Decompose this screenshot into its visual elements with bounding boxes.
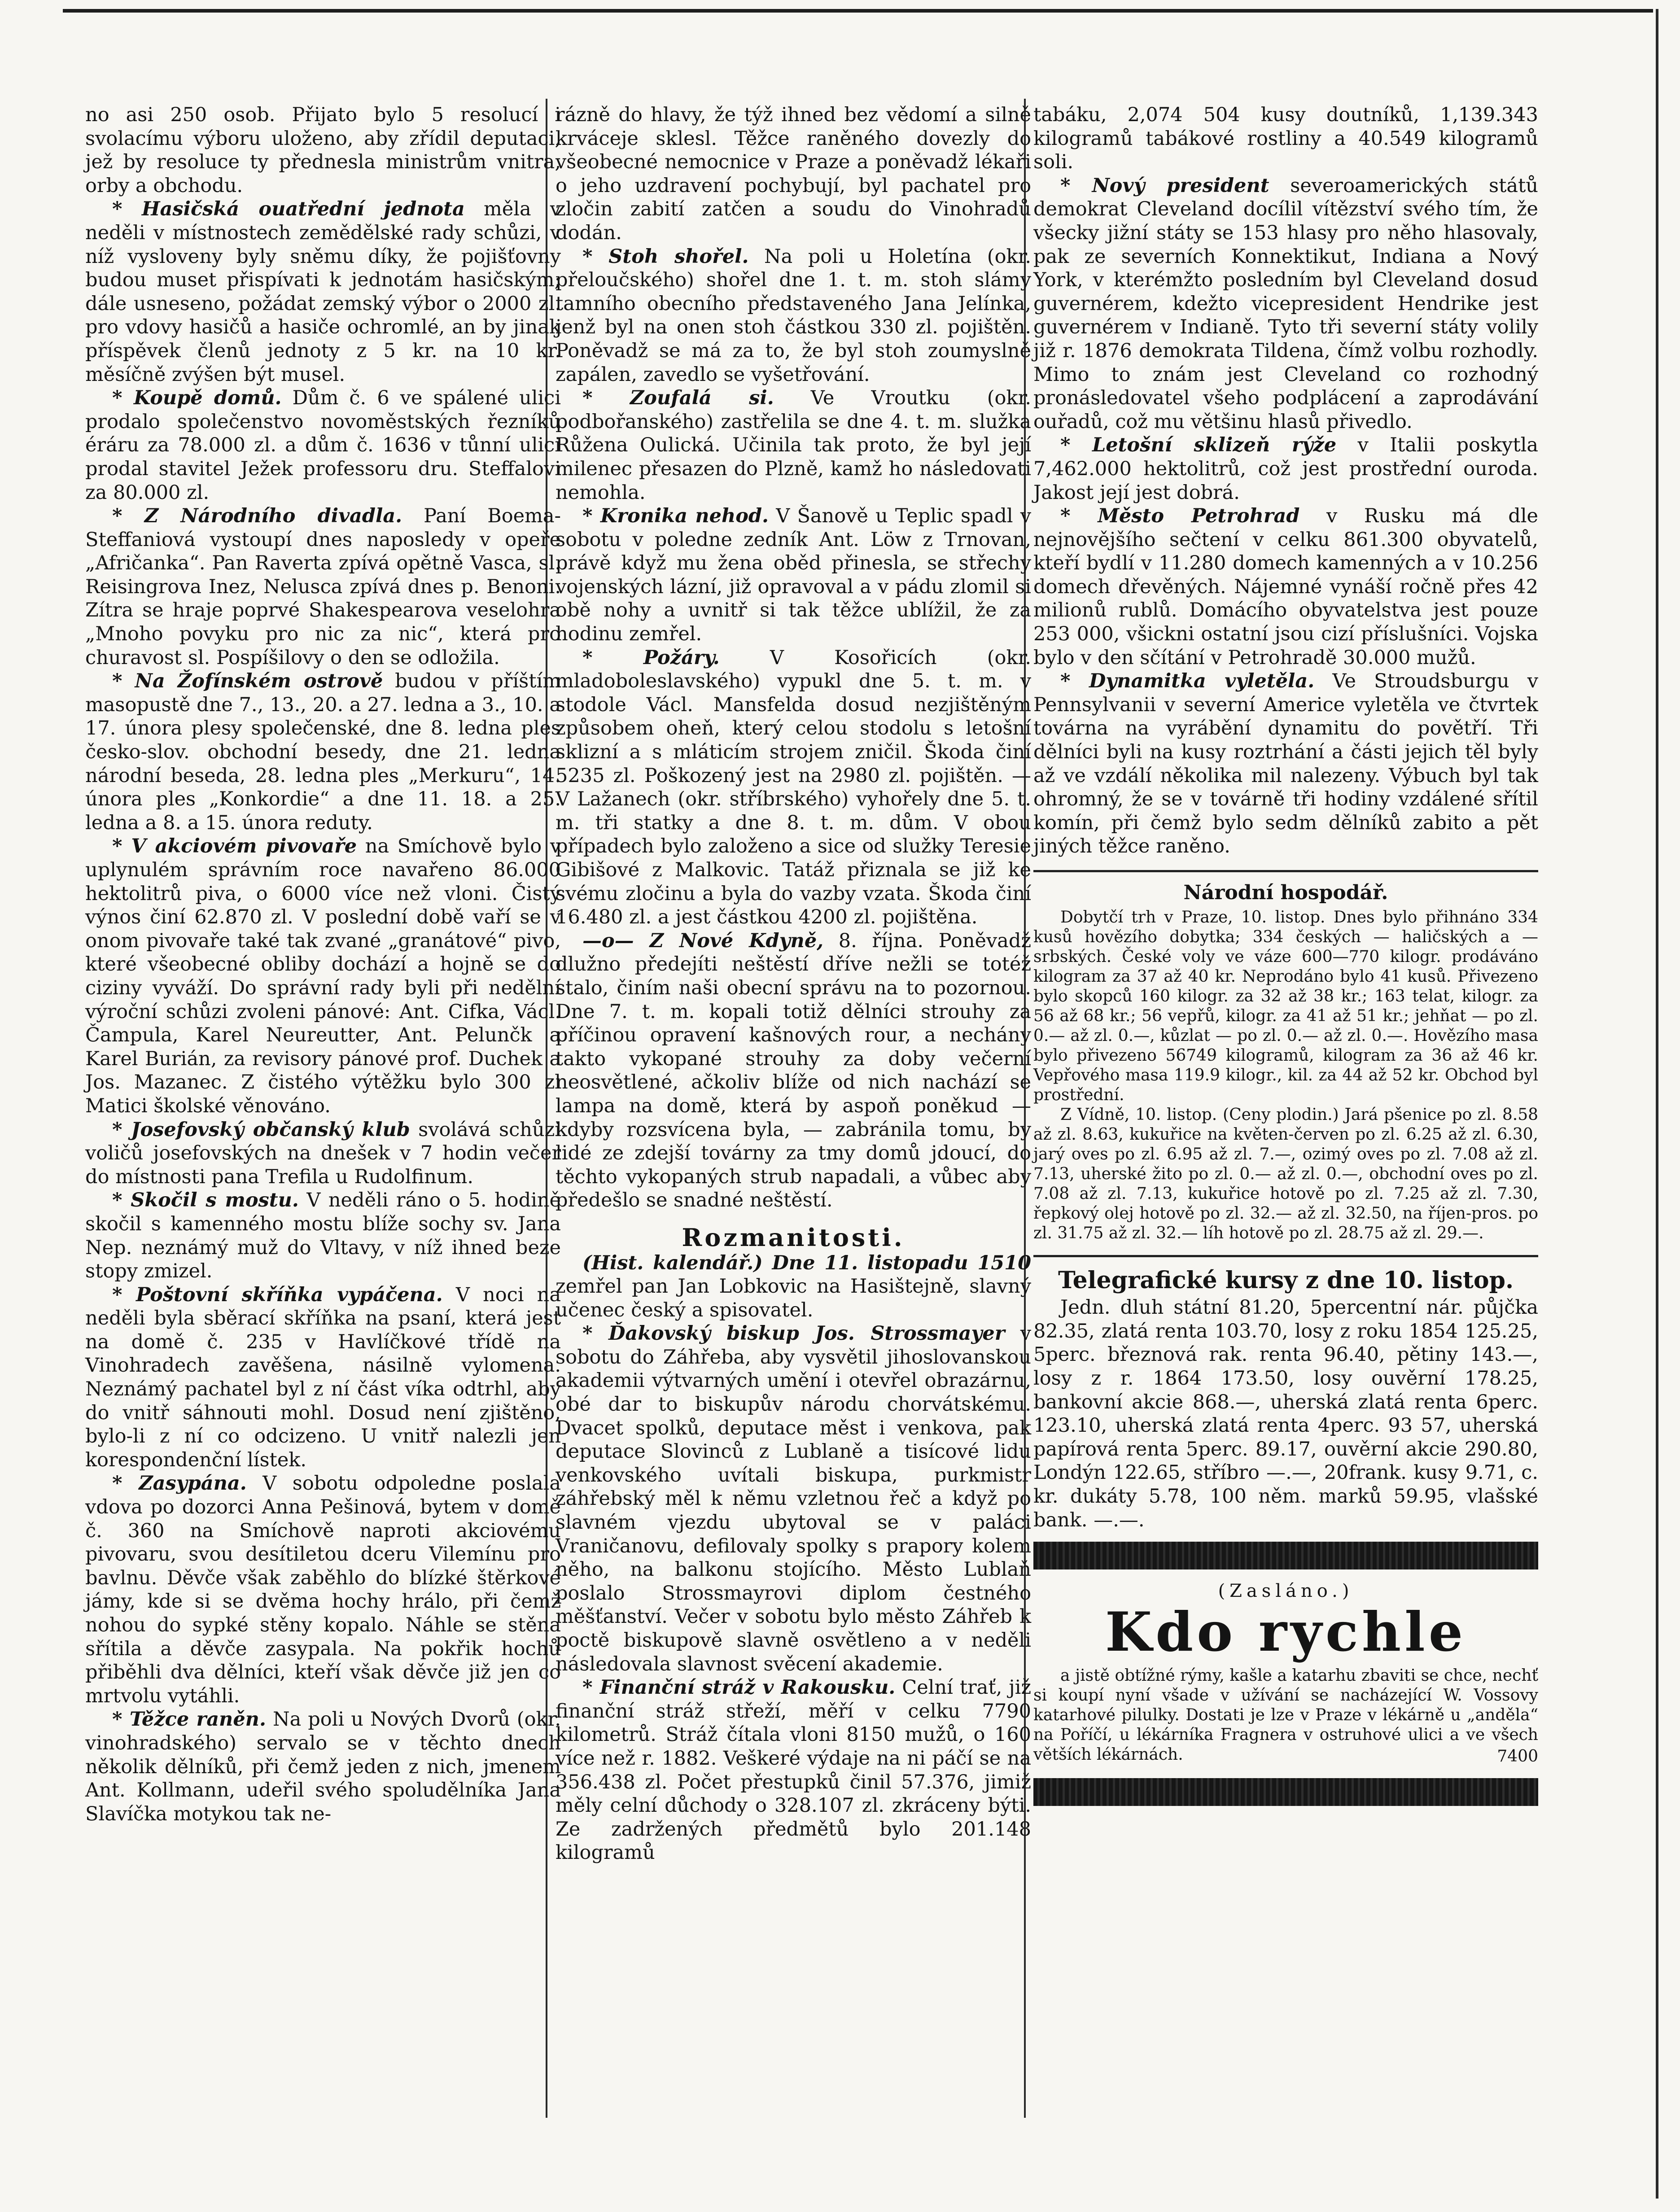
article-paragraph	[85, 835, 561, 1118]
article-lead: * Na Žofínském ostrově	[112, 670, 383, 693]
article-lead: * Nový president	[1060, 174, 1269, 197]
article-lead: * Zasypána.	[112, 1472, 247, 1495]
article-lead: (Hist. kalendář.) Dne 11. listopadu 1510	[582, 1251, 1031, 1274]
article-text: V Šanově u Teplic spadl v sobotu v poledne zedník Ant. Löw z Trnovan, právě když mu žena oběd přinesla, se střechy vojenských lázní, již opravoval a v pádu zlomil si obě nohy a uvnitř si tak těžce ublížil, že za hodinu zemřel.	[556, 505, 1031, 646]
article-paragraph	[556, 646, 1031, 929]
article-paragraph	[1033, 504, 1538, 669]
article-paragraph	[85, 1189, 561, 1283]
article-text: V sobotu odpoledne poslala vdova po dozorci Anna Pešinová, bytem v domě č. 360 na Smíchově naproti akciovému pivovaru, svou desítiletou dceru Vilemínu pro bavlnu. Děvče však zaběhlo do blízké štěrkové jámy, kde si se dvěma hochy hrálo, při čemž nohou do sypké stěny kopalo. Náhle se stěna sřítila a děvče zasypala. Na pokřik hochů přiběhli dva dělníci, kteří však děvče již jen co mrtvolu vytáhli.	[85, 1472, 561, 1707]
article-text: Na poli u Holetína (okr. přeloučského) shořel dne 1. t. m. stoh slámy tamního obecního představeného Jana Jelínka, jenž byl na onen stoh částkou 330 zl. pojištěn. Poněvadž se má za to, že byl stoh zoumyslně zapálen, zavedlo se vyšetřování.	[556, 245, 1032, 386]
section-heading: Rozmanitosti.	[682, 1223, 905, 1252]
article-lead: * Těžce raněn.	[112, 1708, 266, 1731]
article-text: Dům č. 6 ve spálené ulici prodalo společenstvo novoměstských řezníků éráru za 78.000 zl. a dům č. 1636 v tůnní ulici prodal stavitel Ježek professoru dru. Steffalovi za 80.000 zl.	[85, 387, 561, 504]
article-paragraph	[85, 669, 561, 835]
article-text: Paní Boema-Steffaniová vystoupí dnes naposledy v opeře „Afričanka“. Pan Raverta zpívá opětně Vasca, sl. Reisingrova Inez, Nelusca zpívá dnes p. Benoni. Zítra se hraje poprvé Shakespearova veselohra „Mnoho povyku pro nic za nic“, která pro churavost sl. Pospíšilovy o den se odložila.	[85, 505, 561, 669]
decorative-bar	[1033, 1778, 1538, 1806]
article-lead: * Stoh shořel.	[582, 245, 749, 268]
article-text: Ve Stroudsburgu v Pennsylvanii v severní Americe vyletěla ve čtvrtek továrna na vyrábění dynamitu do povětří. Tři dělníci byli na kusy roztrhání a části jejich těl byly až ve vzdálí několika mil nalezeny. Výbuch byl tak ohromný, že se v továrně tři hodiny vzdálené sřítil komín, při čemž bylo sedm dělníků zabito a pět jiných těžce raněno.	[1033, 670, 1538, 858]
article-text: severoamerických států demokrat Cleveland docílil vítězství svého tím, že všecky jižní státy se 153 hlasy pro něho hlasovaly, pak ze severních Konnektikut, Indiana a Nový York, v kterémžto posledním byl Cleveland dosud guvernérem, kdežto vicepresident Hendrike jest guvernérem v Indianě. Tyto tři severní státy volily již r. 1876 demokrata Tildena, čímž volbu rozhodly. Mimo to znám jest Cleveland co rozhodný pronásledovatel všeho podplácení a zaprodávání ouřadů, což mu většinu hlasů přivedlo.	[1033, 174, 1538, 433]
article-lead: —o— Z Nové Kdyně,	[582, 929, 824, 952]
top-border-line	[63, 9, 1653, 13]
article-lead: * Kronika nehod.	[582, 505, 769, 528]
column-2	[556, 103, 1031, 1865]
article-text: Na poli u Nových Dvorů (okr. vinohradského) servalo se v těchto dnech několik dělníků, při čemž jeden z nich, jmenem Ant. Kollmann, udeřil svého spoludělníka Jana Slavíčka motykou tak ne-	[85, 1708, 561, 1825]
article-lead: * Požáry.	[582, 646, 720, 669]
article-paragraph	[1033, 669, 1538, 858]
article-text: V noci na neděli byla sběrací skříňka na psaní, která jest na domě č. 235 v Havlíčkové třídě na Vinohradech zavěšena, násilně vylomena. Neznámý pachatel byl z ní část víka odtrhl, aby do vnitř sáhnouti mohl. Dosud není zjištěno, bylo-li z ní co odcizeno. U vnitř nalezli jen korespondenční lístek.	[85, 1283, 561, 1471]
article-text: zemřel pan Jan Lobkovic na Hasištejně, slavný učenec český a spisovatel.	[556, 1275, 1031, 1321]
article-lead: * Letošní sklizeň rýže	[1060, 434, 1337, 457]
article-lead: * Zoufalá si.	[582, 387, 774, 410]
article-paragraph	[556, 245, 1031, 387]
article-paragraph	[1033, 174, 1538, 434]
column-3	[1033, 103, 1538, 1816]
article-text: Ve Vroutku (okr. podbořanského) zastřelila se dne 4. t. m. služka Růžena Oulická. Učinila tak proto, že byl její milenec přesazen do Plzně, kamž ho následovati nemohla.	[556, 387, 1031, 504]
article-paragraph	[556, 1676, 1031, 1865]
article-lead: * Josefovský občanský klub	[112, 1118, 410, 1141]
article-text: v sobotu do Záhřeba, aby vysvětil jihoslovanskou akademii výtvarných umění i otevřel obrazárnu, obé dar to biskupův národu chorvátskému. Dvacet spolků, deputace měst i venkova, pak deputace Slovinců z Lublaně a tisícové lidu venkovského uvítali biskupa, purkmistr záhřebský měl k němu vzletnou řeč a když po slavném vjezdu ubytoval se v paláci Vraničanovu, defilovaly spolky s prapory kolem něho, na balkonu stojícího. Město Lublaň poslalo Strossmayrovi diplom čestného měšťanství. Večer v sobotu bylo město Záhřeb k poctě biskupově slavně osvětleno a v neděli následovala slavnost svěcení akademie.	[556, 1322, 1031, 1675]
article-text: svolává schůzi voličů josefovských na dnešek v 7 hodin večer do místnosti pana Trefila u Rudolfinum.	[85, 1118, 561, 1188]
article-lead: * Hasičská ouatřední jednota	[112, 198, 465, 221]
advert-label: (Zasláno.)	[1218, 1581, 1354, 1602]
article-text: 8. října. Poněvadž dlužno předejíti neštěstí dříve nežli se totéž stalo, činím naši obecní správu na to pozornou. Dne 7. t. m. kopali totiž dělníci strouhy za příčinou opravení kašnových rour, a nechány takto vykopané strouhy za doby večerní neosvětlené, ačkoliv blíže od nich nachází se lampa na domě, která by aspoň poněkud — kdyby rozsvícena byla, — zabránila tomu, by lidé ze zdejší továrny za tmy domů jdoucí, do těchto vykopaných strub napadali, a vůbec aby předešlo se snadné neštěstí.	[556, 929, 1031, 1212]
article-lead: * Město Petrohrad	[1060, 505, 1300, 528]
article-text: V neděli ráno o 5. hodině skočil s kamenného mostu blíže sochy sv. Jana Nep. neznámý muž do Vltavy, v níž ihned beze stopy zmizel.	[85, 1189, 561, 1283]
article-paragraph	[85, 1118, 561, 1189]
article-paragraph	[556, 929, 1031, 1212]
article-paragraph: tabáku, 2,074 504 kusy doutníků, 1,139.343 kilogramů tabákové rostliny a 40.549 kilogramů soli.	[1033, 104, 1538, 174]
article-lead: * Koupě domů.	[112, 387, 282, 410]
article-paragraph	[556, 1251, 1031, 1322]
article-lead: * Poštovní skříňka vypáčena.	[112, 1283, 443, 1306]
horizontal-rule	[1033, 870, 1538, 872]
horizontal-rule	[1033, 1255, 1538, 1257]
telegraph-heading: Telegrafické kursy z dne 10. listop.	[1058, 1266, 1514, 1294]
article-text: měla v neděli v místnostech zemědělské rady schůzi, v níž vysloveny byly sněmu díky, že pojišťovny budou muset přispívati k jednotám hasičským; dále usneseno, požádat zemský výbor o 2000 zl. pro vdovy hasičů a hasiče ochromlé, an by jinak příspěvek členů jednoty z 5 kr. na 10 kr. měsíčně zvýšen být musel.	[85, 198, 561, 386]
article-paragraph	[556, 386, 1031, 504]
article-text: Celní trať, již finanční stráž střeží, měří v celku 7790 kilometrů. Stráž čítala vloni 8150 mužů, o 160 více než r. 1882. Veškeré výdaje na ni páčí se na 356.438 zl. Počet přestupků činil 57.376, jimiž měly celní důchody o 328.107 zl. zkráceny býti. Ze zadržených předmětů bylo 201.148 kilogramů	[556, 1676, 1032, 1864]
article-lead: * Ďakovský biskup Jos. Strossmayer	[582, 1322, 1005, 1345]
article-paragraph	[85, 1472, 561, 1708]
article-paragraph	[85, 1283, 561, 1472]
article-lead: * V akciovém pivovaře	[112, 835, 357, 858]
article-paragraph: no asi 250 osob. Přijato bylo 5 resolucí i svolacímu výboru uloženo, aby zřídil deputaci, jež by resoluce ty přednesla ministrům vnitra, orby a obchodu.	[85, 104, 561, 197]
article-text: na Smíchově bylo v uplynulém správním roce navařeno 86.000 hektolitrů piva, o 6000 více než vloni. Čistý výnos činí 62.870 zl. V poslední době vaří se v onom pivovaře také tak zvané „granátové“ pivo, které všeobecné obliby dochází a hojně se do ciziny vyváží. Do správní rady byli při nedělní výroční schůzi zvoleni pánové: Ant. Cifka, Václ. Čampula, Karel Neureutter, Ant. Pelunčk a Karel Burián, za revisory pánové prof. Duchek a Jos. Mazanec. Z čistého výtěžku bylo 300 zl Matici školské věnováno.	[85, 835, 561, 1117]
article-text: V Kosořicích (okr. mladoboleslavského) vypukl dne 5. t. m. v stodole Václ. Mansfelda dosud nezjištěným způsobem oheň, který celou stodolu s letošní sklizní a s mláticím strojem zničil. Škoda činí 5235 zl. Poškozený jest na 2980 zl. pojištěn. — V Lažanech (okr. stříbrského) vyhořely dne 5. t. m. tři statky a dne 8. t. m. dům. V obou případech bylo založeno a sice od služky Teresie Gibišové z Malkovic. Tatáž přiznala se již ke svému zločinu a byla do vazby vzata. Škoda činí 16.480 zl. a jest částkou 4200 zl. pojištěna.	[556, 646, 1032, 929]
article-paragraph	[556, 504, 1031, 646]
advert-number: 7400	[1497, 1747, 1538, 1766]
advert-title: Kdo rychle	[1105, 1600, 1467, 1664]
section-subheading: Národní hospodář.	[1183, 881, 1388, 904]
article-paragraph	[85, 1708, 561, 1826]
market-report: a jistě obtížné rýmy, kašle a katarhu zbaviti se chce, nechť si koupí nyní všade v užívání se nacházející W. Vossovy katarhové pilulky. Dostati je lze v Praze v lékárně u „anděla“ na Poříčí, u lékárníka Fragnera v ostruhové ulici a ve všech větších lékárnách.	[1033, 1666, 1538, 1764]
column-1	[85, 103, 561, 1826]
article-text: v Italii poskytla 7,462.000 hektolitrů, což jest prostřední ouroda. Jakost její jest dobrá.	[1033, 434, 1538, 504]
article-paragraph: rázně do hlavy, že týž ihned bez vědomí a silně krváceje sklesl. Těžce raněného dovezly do všeobecné nemocnice v Praze a poněvadž lékaři o jeho uzdravení pochybují, byl pachatel pro zločin zabití zatčen a soudu do Vinohradů dodán.	[556, 104, 1031, 244]
market-report: Dobytčí trh v Praze, 10. listop. Dnes bylo přihnáno 334 kusů hovězího dobytka; 334 českých — haličských a — srbských. České voly ve váze 600—770 kilogr. prodáváno kilogram za 37 až 40 kr. Neprodáno bylo 41 kusů. Přivezeno bylo skopců 160 kilogr. za 32 až 38 kr.; 163 telat, kilogr. za 56 až 68 kr.; 56 vepřů, kilogr. za 41 až 51 kr.; jehňat — po zl. 0.— až zl. 0.—, kůzlat — po zl. 0.— až zl. 0.—. Hovězího masa bylo přivezeno 56749 kilogramů, kilogram za 36 až 46 kr. Vepřového masa 119.9 kilogr., kil. za 44 až 52 kr. Obchod byl prostřední.	[1033, 908, 1538, 1104]
article-text: budou v příštím masopustě dne 7., 13., 20. a 27. ledna a 3., 10. a 17. února plesy společenské, dne 8. ledna ples česko-slov. obchodní besedy, dne 21. ledna národní beseda, 28. ledna ples „Merkuru“, 14. února ples „Konkordie“ a dne 11. 18. a 25. ledna a 8. a 15. února reduty.	[85, 670, 561, 834]
article-lead: * Skočil s mostu.	[112, 1189, 299, 1212]
article-paragraph	[556, 1322, 1031, 1676]
article-paragraph	[85, 504, 561, 669]
article-lead: * Finanční stráž v Rakousku.	[582, 1676, 896, 1699]
article-paragraph	[1033, 433, 1538, 504]
market-report: Z Vídně, 10. listop. (Ceny plodin.) Jará pšenice po zl. 8.58 až zl. 8.63, kukuřice na květen-červen po zl. 6.25 až zl. 6.30, jarý oves po zl. 6.95 až zl. 7.—, ozimý oves po zl. 7.08 až zl. 7.13, uherské žito po zl. 0.— až zl. 0.—, obchodní oves po zl. 7.08 až zl. 7.13, kukuřice hotově po zl. 7.25 až zl. 7.30, řepkový olej hotově po zl. 32.— až zl. 32.50, na říjen-pros. po zl. 31.75 až zl. 32.— líh hotově po zl. 28.75 až zl. 29.—.	[1033, 1105, 1538, 1242]
article-lead: * Dynamitka vyletěla.	[1060, 670, 1315, 693]
right-border-line	[1656, 9, 1658, 2199]
article-paragraph: Jedn. dluh státní 81.20, 5percentní nár. půjčka 82.35, zlatá renta 103.70, losy z roku 1854 125.25, 5perc. březnová rak. renta 96.40, pětiny 143.—, losy z r. 1864 173.50, losy ouvěrní 178.25, bankovní akcie 868.—, uherská zlatá renta 6perc. 123.10, uherská zlatá renta 4perc. 93 57, uherská papírová renta 5perc. 89.17, ouvěrní akcie 290.80, Londýn 122.65, stříbro —.—, 20frank. kusy 9.71, c. kr. dukáty 5.78, 100 něm. marků 59.95, vlašské bank. —.—.	[1033, 1296, 1538, 1531]
decorative-bar	[1033, 1542, 1538, 1569]
article-paragraph	[85, 386, 561, 504]
article-lead: * Z Národního divadla.	[112, 505, 402, 528]
article-paragraph	[85, 197, 561, 386]
article-text: v Rusku má dle nejnovějšího sečtení v celku 861.300 obyvatelů, kteří bydlí v 11.280 domech kamenných a v 10.256 domech dřevěných. Nájemné vynáší ročně přes 42 milionů rublů. Domácího obyvatelstva jest pouze 253 000, všickni ostatní jsou cizí příslušníci. Vojska bylo v den sčítání v Petrohradě 30.000 mužů.	[1033, 505, 1539, 669]
